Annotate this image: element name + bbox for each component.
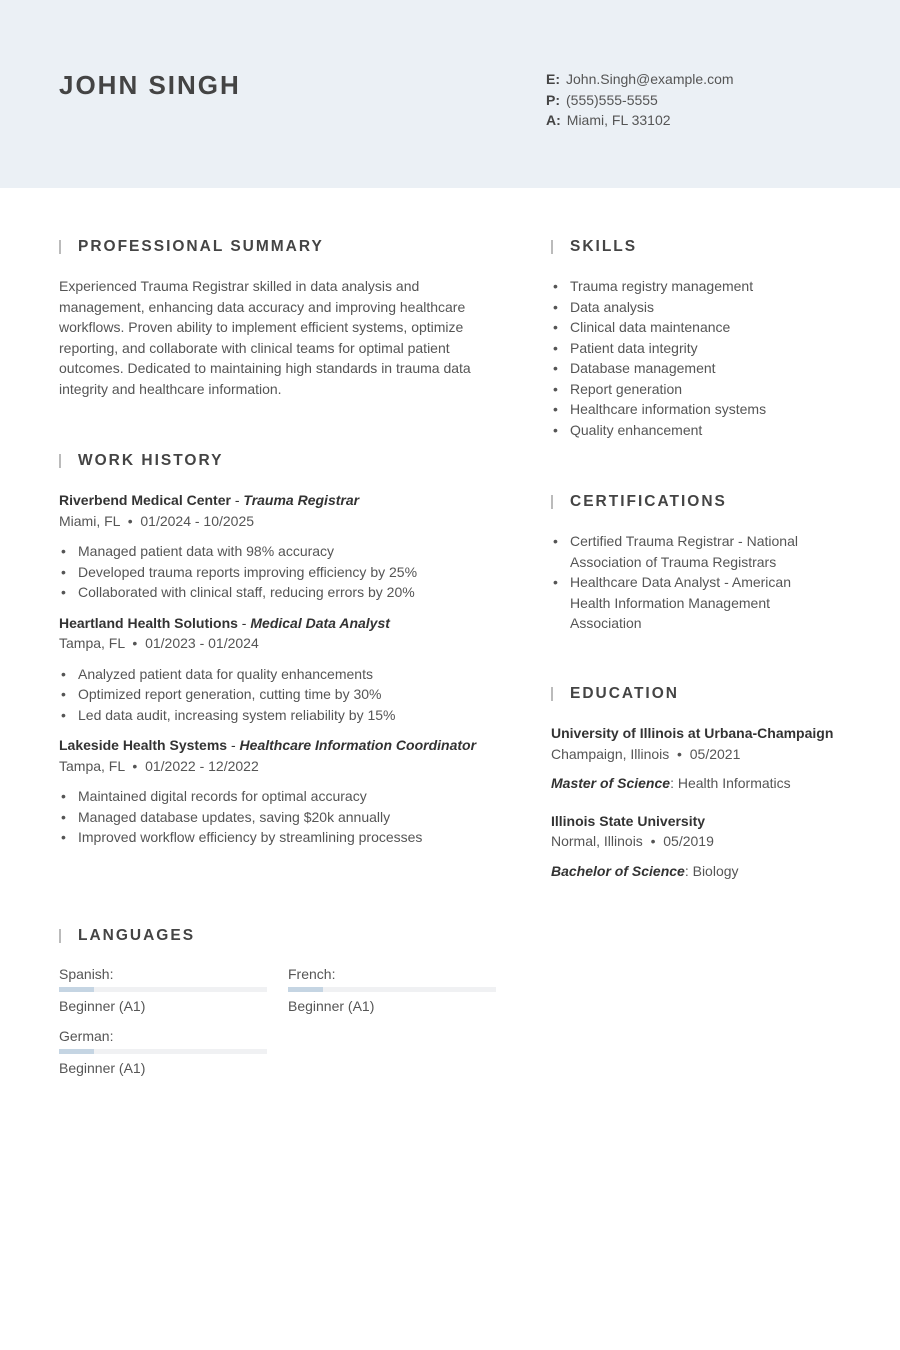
section-title: LANGUAGES <box>59 926 504 946</box>
email-value: John.Singh@example.com <box>566 71 734 87</box>
education-entry <box>551 723 851 794</box>
contact-phone <box>546 90 734 111</box>
summary-section <box>59 237 504 399</box>
job-title <box>59 490 504 511</box>
certifications-section <box>551 492 851 634</box>
education-meta: Normal, Illinois • 05/2019 <box>551 833 714 849</box>
job-meta: Miami, FL • 01/2024 - 10/2025 <box>59 512 255 529</box>
language-level: Beginner (A1) <box>59 998 146 1014</box>
certification-item: • Certified Trauma Registrar - National Association of Trauma Registrars <box>551 531 811 572</box>
skills-section <box>551 237 851 440</box>
job-bullet: • Improved workflow efficiency by streamlining processes <box>59 827 504 848</box>
proficiency-bar <box>59 1049 267 1054</box>
company-name: Lakeside Health Systems <box>59 737 228 753</box>
job-bullet: • Managed database updates, saving $20k annually <box>59 807 504 828</box>
language-name: Spanish: <box>59 966 114 982</box>
company-name: Heartland Health Solutions <box>59 614 238 631</box>
address-value: Miami, FL 33102 <box>566 112 671 128</box>
language-name: German: <box>59 1028 114 1044</box>
proficiency-fill <box>59 1049 94 1054</box>
section-title: WORK HISTORY <box>59 451 504 471</box>
job-bullets <box>59 541 504 603</box>
school-name: University of Illinois at Urbana-Champaign <box>551 725 834 741</box>
job-entry <box>59 613 504 726</box>
job-bullet: • Developed trauma reports improving efficiency by 25% <box>59 562 504 583</box>
skill-item: • Quality enhancement <box>551 420 851 441</box>
job-role: Medical Data Analyst <box>250 614 390 631</box>
degree <box>551 861 851 882</box>
language-name: French: <box>288 966 336 982</box>
job-role: Healthcare Information Coordinator <box>239 737 477 753</box>
degree <box>551 773 851 794</box>
job-role: Trauma Registrar <box>243 492 360 508</box>
language-item <box>59 1026 267 1078</box>
company-name: Riverbend Medical Center <box>59 492 231 508</box>
skill-item: • Data analysis <box>551 297 851 318</box>
contact-email <box>546 69 734 90</box>
proficiency-fill <box>59 987 94 992</box>
job-bullet: • Maintained digital records for optimal accuracy <box>59 786 504 807</box>
job-title <box>59 613 504 634</box>
school-name: Illinois State University <box>551 812 706 829</box>
job-bullet: • Collaborated with clinical staff, reducing errors by 20% <box>59 582 504 603</box>
language-level: Beginner (A1) <box>59 1060 146 1076</box>
section-title: EDUCATION <box>551 684 851 704</box>
job-bullet: • Led data audit, increasing system reliability by 15% <box>59 705 504 726</box>
job-bullets <box>59 664 504 726</box>
job-entry <box>59 735 504 848</box>
degree-name: Bachelor of Science <box>551 862 685 879</box>
header <box>0 0 900 188</box>
job-bullets <box>59 786 504 848</box>
job-meta: Tampa, FL • 01/2023 - 01/2024 <box>59 635 259 651</box>
languages-section <box>59 926 504 1086</box>
address-label: A: <box>546 112 561 128</box>
skill-item: • Patient data integrity <box>551 338 851 359</box>
proficiency-fill <box>288 987 323 992</box>
job-bullet: • Optimized report generation, cutting time by 30% <box>59 684 504 705</box>
job-entry <box>59 490 504 603</box>
contact-address <box>546 110 734 131</box>
contact-info <box>546 69 734 131</box>
phone-label: P: <box>546 91 560 108</box>
summary-text: Experienced Trauma Registrar skilled in data analysis and management, enhancing data accuracy and improving healthcare workflows. Proven ability to implement efficient systems, optimize reporting, and collaborate with clinical teams for optimal patient outcomes. Dedicated to maintaining high standards in trauma data integrity and healthcare information. <box>59 278 471 397</box>
job-title <box>59 735 504 756</box>
certification-item: • Healthcare Data Analyst - American Health Information Management Association <box>551 572 811 634</box>
education-meta: Champaign, Illinois • 05/2021 <box>551 745 741 762</box>
degree-name: Master of Science <box>551 775 671 791</box>
section-title: CERTIFICATIONS <box>551 492 851 512</box>
phone-value: (555)555-5555 <box>566 91 658 108</box>
proficiency-bar <box>59 987 267 992</box>
proficiency-bar <box>288 987 496 992</box>
title-separator: - <box>237 614 251 631</box>
job-meta: Tampa, FL • 01/2022 - 12/2022 <box>59 757 259 774</box>
job-bullet: • Managed patient data with 98% accuracy <box>59 541 504 562</box>
skill-item: • Healthcare information systems <box>551 399 851 420</box>
candidate-name: JOHN SINGH <box>59 70 241 100</box>
education-section <box>551 684 851 881</box>
language-level: Beginner (A1) <box>288 998 375 1014</box>
work-history-section <box>59 451 504 848</box>
title-separator: - <box>230 492 244 508</box>
job-bullet: • Analyzed patient data for quality enhancements <box>59 664 504 685</box>
skill-item: • Clinical data maintenance <box>551 317 851 338</box>
education-entry <box>551 811 851 882</box>
section-title: PROFESSIONAL SUMMARY <box>59 237 504 257</box>
language-item <box>288 964 496 1016</box>
skill-item: • Trauma registry management <box>551 276 851 297</box>
section-title: SKILLS <box>551 237 851 257</box>
language-item <box>59 964 267 1016</box>
field-of-study: : Health Informatics <box>670 775 791 791</box>
field-of-study: : Biology <box>684 862 739 879</box>
skill-item: • Database management <box>551 358 851 379</box>
title-separator: - <box>227 737 240 753</box>
email-label: E: <box>546 71 560 87</box>
skill-item: • Report generation <box>551 379 851 400</box>
